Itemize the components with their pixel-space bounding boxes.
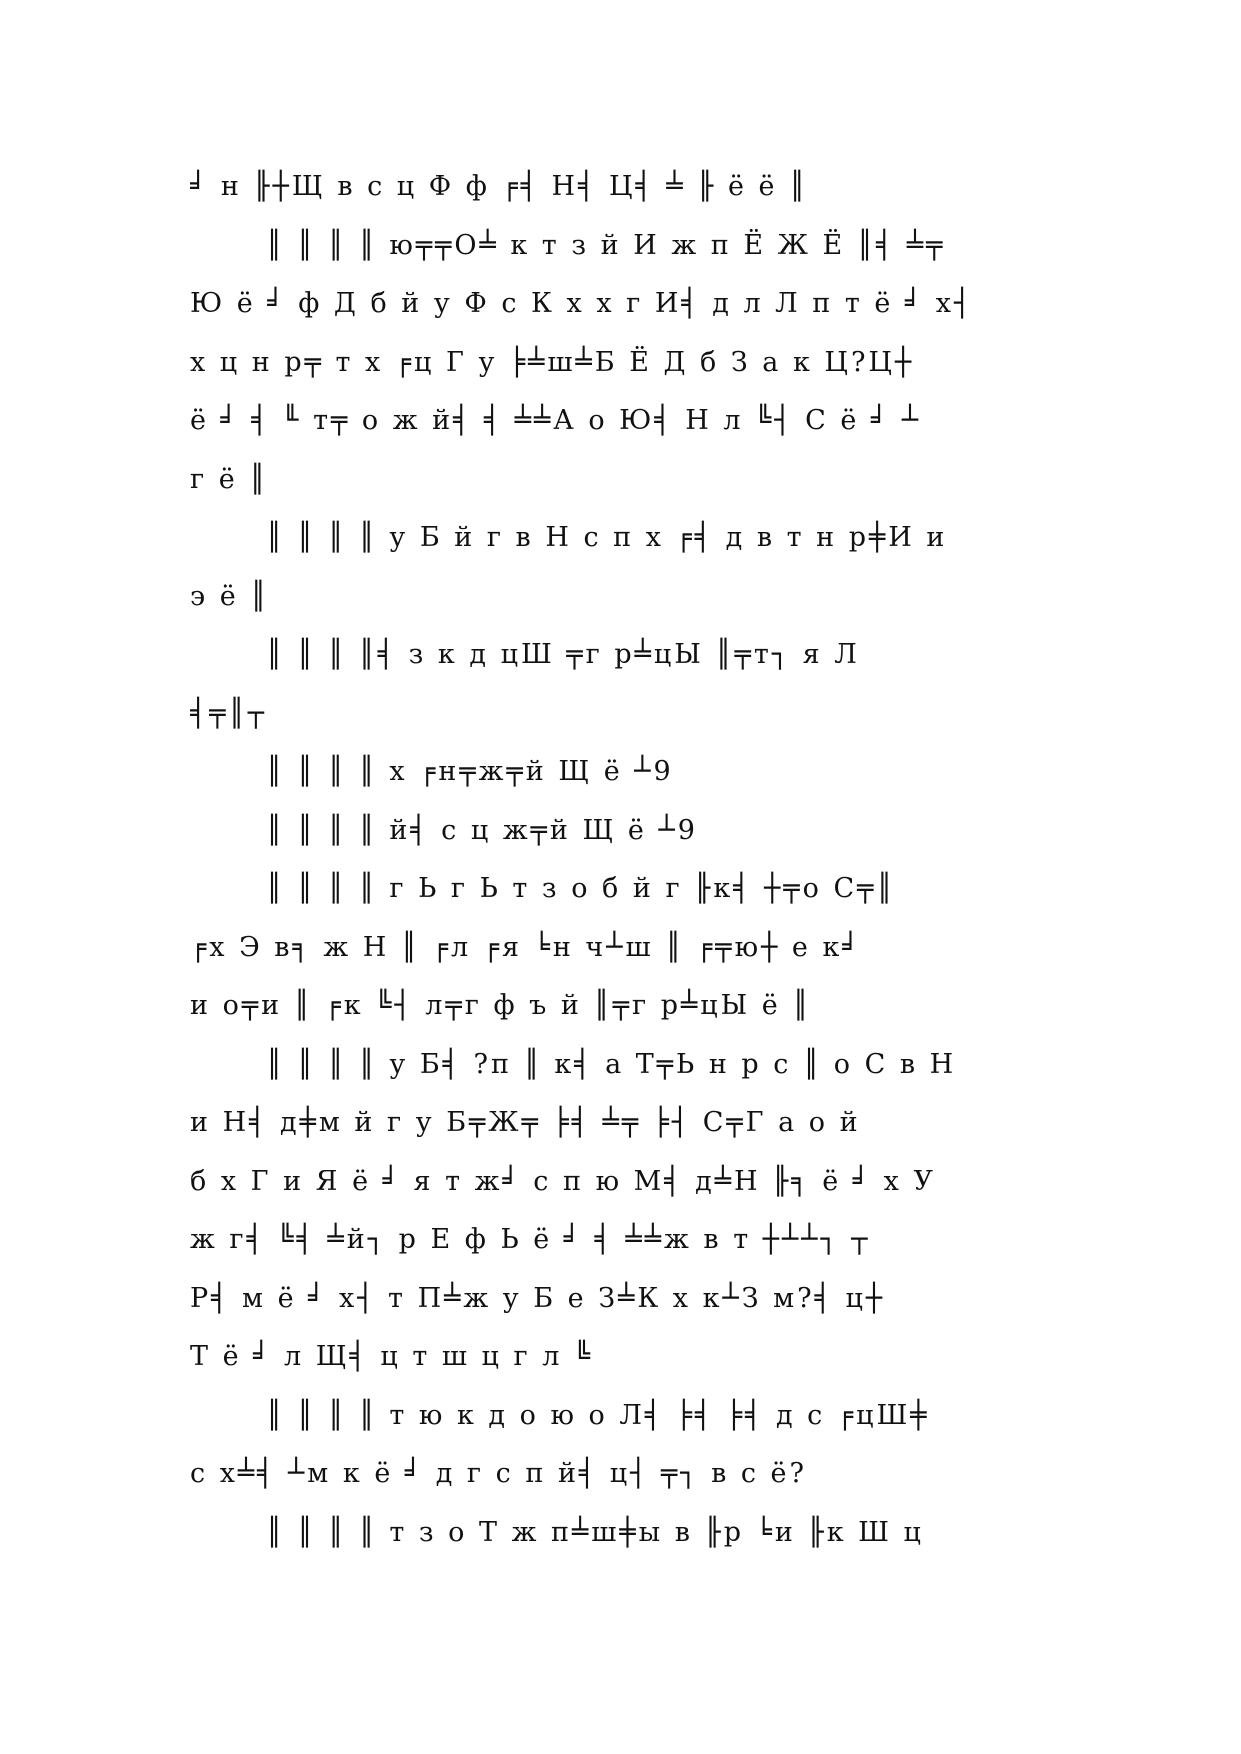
text-line: ║ ║ ║ ║╡ з к д цШ ╤г р╧цЫ ║╤т┐ я Л: [266, 639, 860, 670]
text-line: Р╡ м ё ╛ х┤ т П╧ж у Б е З╧К х к┴З м?╡ ц┼: [190, 1282, 886, 1314]
text-line: э ё ║: [190, 580, 270, 612]
text-line: ║ ║ ║ ║ у Б╡ ?п ║ к╡ а Т╤Ь н р с ║ о С в Н: [266, 1048, 957, 1080]
text-line: ║ ║ ║ ║ ю╤╤О╧ к т з й И ж п Ё Ж Ё ║╡ ╧╤: [266, 229, 946, 261]
text-line: ╡╤║┬: [190, 697, 268, 729]
text-line: Ю ё ╛ ф Д б й у Ф с К х х г И╡ д л Л п т ё ╛ х┤: [190, 288, 974, 319]
text-line: ж г╡ ╚╡ ╧й┐ р Е ф Ь ё ╛ ╡ ╧╧ж в т ┼┴┴┐ ┬: [190, 1224, 871, 1255]
text-line: ╛ н ╟┼Щ в с ц Ф ф ╒╡ Н╡ Ц╡ ╧ ╟ ё ё ║: [190, 171, 809, 202]
text-line: ║ ║ ║ ║ г Ь г Ь т з о б й г ╟к╡ ┼╤о С╤║: [266, 873, 896, 904]
text-line: ╒х Э в╕ ж Н ║ ╒л ╒я ╘н ч┴ш ║ ╒╤ю┼ е к╛: [190, 931, 862, 963]
text-line: г ё ║: [190, 463, 269, 495]
text-line: и о╤и ║ ╒к ╚┤ л╤г ф ъ й ║╤г р╧цЫ ё ║: [190, 990, 812, 1021]
text-line: ║ ║ ║ ║ т ю к д о ю о Л╡ ╞╡ ╞╡ д с ╒цШ╪: [266, 1399, 930, 1431]
text-line: и Н╡ д╪м й г у Б╤Ж╤ ╞╡ ╧╤ ╞┤ С╤Г а о й: [190, 1107, 861, 1138]
text-body: [190, 158, 1056, 1562]
text-line: ё ╛ ╡ ╙ т╤ о ж й╡ ╡ ╧╧А о Ю╡ Н л ╚┤ С ё ╛ ┴: [190, 405, 922, 436]
text-line: х ц н р╤ т х ╒ц Г у ╞╧ш╧Б Ё Д б З а к Ц?Ц┼: [190, 346, 915, 378]
text-line: с х╧╡ ┴м к ё ╛ д г с п й╡ ц┤ ╤┐ в с ё?: [190, 1458, 808, 1489]
text-line: ║ ║ ║ ║ у Б й г в Н с п х ╒╡ д в т н р╪И и: [266, 522, 948, 553]
text-line: Т ё ╛ л Щ╡ ц т ш ц г л ╚: [190, 1341, 594, 1372]
text-line: ║ ║ ║ ║ х ╒н╤ж╤й Щ ё ┴9: [266, 756, 674, 787]
text-line: ║ ║ ║ ║ т з о Т ж п╧ш╪ы в ╟р ╘и ╟к Ш ц: [266, 1516, 924, 1548]
text-line: б х Г и Я ё ╛ я т ж╛ с п ю М╡ д╧Н ╟╕ ё ╛ х У: [190, 1165, 936, 1197]
text-line: ║ ║ ║ ║ й╡ с ц ж╤й Щ ё ┴9: [266, 814, 698, 846]
